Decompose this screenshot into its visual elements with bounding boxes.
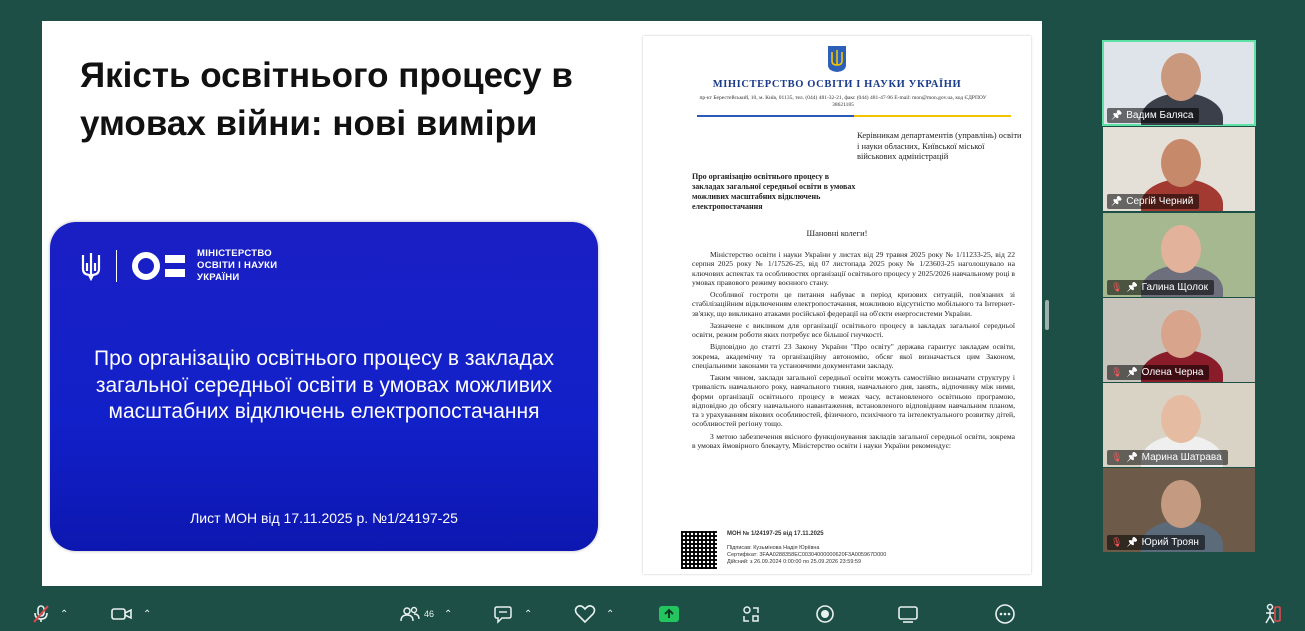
- document-recipient: Керівникам департаментів (управлінь) освіти і науки обласних, Київської міської військових адміністрацій: [857, 130, 1022, 162]
- coat-of-arms-icon: [827, 45, 847, 73]
- header-rule: [697, 115, 1011, 117]
- signature-line: Дійсний: з 26.09.2024 0:00:00 по 25.09.2026 23:59:59: [727, 559, 862, 566]
- document-paragraph: Особливої гостроти це питання набуває в період кризових ситуацій, пов'язаних зі стабілізаційним відключенням електропостачання, можливою відсутністю мобільного та Інтернет-зв'язку, що викликано атаками російської федерації на об'єкти енергосистеми України.: [692, 290, 1015, 318]
- participant-video-head: [1161, 225, 1201, 273]
- participant-name-label: [1107, 365, 1209, 380]
- participants-count: 46: [424, 609, 435, 619]
- more-icon: [994, 603, 1016, 625]
- document-header: МІНІСТЕРСТВО ОСВІТИ І НАУКИ УКРАЇНИ: [712, 79, 962, 90]
- ministry-logo-text: МІНІСТЕРСТВО ОСВІТИ І НАУКИ УКРАЇНИ: [197, 248, 278, 283]
- panel-resize-handle[interactable]: [1045, 300, 1049, 330]
- heart-icon: [574, 604, 596, 624]
- people-icon: [400, 605, 420, 623]
- more-button[interactable]: [994, 602, 1016, 626]
- pin-icon[interactable]: 📌: [1111, 196, 1123, 206]
- mic-off-icon: 🎙: [1111, 537, 1123, 547]
- participant-tile[interactable]: [1103, 127, 1255, 211]
- participant-tile[interactable]: [1103, 41, 1255, 125]
- trident-icon: [80, 251, 102, 281]
- apps-button[interactable]: [741, 602, 761, 626]
- card-body-text: Про організацію освітнього процесу в закладах загальної середньої освіти в умовах можливих масштабних відключень електропостачання: [93, 347, 555, 424]
- logo-separator: [116, 250, 117, 282]
- participant-name: Марина Шатрава: [1141, 452, 1222, 463]
- camera-button[interactable]: [111, 602, 151, 626]
- participant-tile[interactable]: [1103, 468, 1255, 552]
- mic-off-icon: [32, 604, 50, 624]
- apps-icon: [741, 604, 761, 624]
- camera-icon: [111, 606, 133, 622]
- participant-name: Олена Черна: [1141, 367, 1204, 378]
- participant-name-label: [1107, 280, 1214, 295]
- electronic-signature-block: [681, 531, 1021, 573]
- chevron-up-icon[interactable]: ⌃: [60, 608, 69, 620]
- signature-line: Сертифікат: 3FAA0288358EC00304000000620F3A005967D000: [727, 551, 887, 558]
- mon-letter-card: [50, 222, 598, 551]
- share-screen-button[interactable]: [659, 602, 679, 626]
- pin-icon[interactable]: 📌: [1126, 367, 1138, 377]
- chat-button[interactable]: [494, 602, 532, 626]
- record-button[interactable]: [815, 602, 835, 626]
- qr-code: [681, 531, 717, 569]
- mic-off-icon: 🎙: [1111, 282, 1123, 292]
- document-paragraph: Міністерство освіти і науки України у листах від 29 травня 2025 року № 1/11233-25, від 22 серпня 2025 року № 1/17526-25, від 07 листопада 2025 року № 1/23603-25 наголошувало на ключових аспектах та особливостях організації освітнього процесу у 2025/2026 навчальному році в умовах правового режиму воєнного стану.: [692, 250, 1015, 287]
- participant-name-label: [1107, 108, 1199, 123]
- slide-title: Якість освітнього процесу в умовах війни: нові виміри: [80, 56, 573, 144]
- record-icon: [815, 604, 835, 624]
- document-address: пр-кт Берестейський, 10, м. Київ, 01135, тел. (044) 481-32-21, факс (044) 481-47-96 E-mail: mon@mon.gov.ua, код ЄДРПОУ 38621185: [699, 95, 987, 109]
- pin-icon[interactable]: 📌: [1126, 282, 1138, 292]
- participant-name: Юрий Троян: [1141, 537, 1199, 548]
- mon-logo-icon: [131, 251, 187, 281]
- chevron-up-icon[interactable]: ⌃: [444, 608, 453, 620]
- chevron-up-icon[interactable]: ⌃: [524, 608, 533, 620]
- pin-icon[interactable]: 📌: [1126, 537, 1138, 547]
- share-screen-icon: [659, 606, 679, 622]
- participant-tile[interactable]: [1103, 383, 1255, 467]
- chevron-up-icon[interactable]: ⌃: [143, 608, 152, 620]
- signature-text: [727, 531, 886, 566]
- pin-icon[interactable]: 📌: [1126, 452, 1138, 462]
- participant-video-head: [1161, 53, 1201, 101]
- mic-off-icon: 🎙: [1111, 367, 1123, 377]
- shared-screen: [42, 21, 1042, 586]
- ministry-letter-document: [643, 36, 1031, 574]
- participant-tile[interactable]: [1103, 298, 1255, 382]
- leave-icon: [1262, 603, 1282, 625]
- meeting-toolbar: [0, 598, 1305, 631]
- participant-name: Вадим Баляса: [1126, 110, 1194, 121]
- chat-icon: [494, 604, 514, 624]
- card-letter-reference: Лист МОН від 17.11.2025 р. №1/24197-25: [190, 510, 458, 526]
- ministry-logo: [80, 248, 292, 284]
- document-greeting: Шановні колеги!: [806, 228, 868, 238]
- reactions-button[interactable]: [574, 602, 614, 626]
- participant-name-label: [1107, 535, 1205, 550]
- participant-tile[interactable]: [1103, 213, 1255, 297]
- document-paragraph: Зазначене є викликом для організації освітнього процесу в закладах загальної середньої освіти, режим роботи яких потребує все більшої гнучкості.: [692, 320, 1015, 339]
- participant-video-head: [1161, 395, 1201, 443]
- chevron-up-icon[interactable]: ⌃: [606, 608, 615, 620]
- document-subject: Про організацію освітнього процесу в закладах загальної середньої освіти в умовах можливих масштабних відключень електропостачання: [692, 172, 856, 211]
- document-paragraph: Таким чином, заклади загальної середньої освіти можуть самостійно визначати структуру і тривалість навчального року, навчального тижня, навчального дня, занять, відпочинку між ними, форми організації освітнього процесу в межах часу, встановленого освітньою програмою, відповідно до обсягу навчального навантаження, встановленого відповідним навчальним планом, та з урахуванням вікових особливостей, фізичного, психічного та інтелектуального розвитку дітей, особливостей регіону тощо.: [692, 373, 1015, 429]
- participant-name-label: [1107, 194, 1199, 209]
- document-paragraph: Відповідно до статті 23 Закону України "Про освіту" держава гарантує закладам освіти, зокрема, академічну та організаційну автономію, обсяг якої визначається цим Законом, спеціальними законами та установчими документами закладу.: [692, 342, 1015, 370]
- pin-icon[interactable]: 📌: [1111, 110, 1123, 120]
- mic-off-icon: 🎙: [1111, 452, 1123, 462]
- signature-line: МОН № 1/24197-25 від 17.11.2025: [727, 531, 824, 537]
- document-body: [692, 250, 1015, 453]
- microphone-button[interactable]: [32, 602, 68, 626]
- participant-video-head: [1161, 310, 1201, 358]
- participant-video-head: [1161, 139, 1201, 187]
- screen-icon: [897, 605, 919, 623]
- signature-line: Підписав: Кузьмінова Надія Юріївна: [727, 544, 820, 551]
- leave-button[interactable]: [1262, 602, 1282, 626]
- whiteboard-button[interactable]: [897, 602, 919, 626]
- document-paragraph: З метою забезпечення якісного функціонування закладів загальної середньої освіти, зокрема в умовах ймовірного блекауту, Міністерство освіти і науки України рекомендує:: [692, 431, 1015, 450]
- participants-button[interactable]: [400, 602, 452, 626]
- participant-name-label: [1107, 450, 1228, 465]
- participant-video-head: [1161, 480, 1201, 528]
- participant-name: Сергій Черний: [1126, 196, 1194, 207]
- participant-name: Галина Щолок: [1141, 282, 1208, 293]
